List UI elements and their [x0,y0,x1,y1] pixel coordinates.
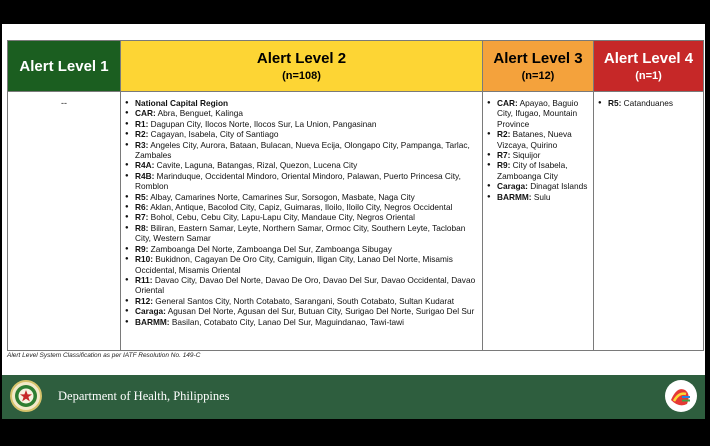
alert-level-2-region-list [125,98,478,327]
slide [2,24,705,419]
region-item [135,129,478,139]
region-areas: Davao City, Davao Del Norte, Davao De Oro, Davao Del Sur, Davao Occidental, Davao Oriental [135,274,476,296]
header-alert-level-1 [8,41,121,92]
region-areas: Bohol, Cebu, Cebu City, Lapu-Lapu City, Mandaue City, Negros Oriental [148,212,415,223]
footer-bar [2,375,705,419]
region-code: BARMM: [135,316,170,327]
region-item [135,119,478,129]
region-code: R9: [135,243,149,254]
region-areas: Basilan, Cotabato City, Lanao Del Sur, Maguindanao, Tawi-tawi [169,316,405,327]
region-item [135,108,478,118]
region-item [135,140,478,161]
alert-level-4-cell [594,92,704,351]
region-code: National Capital Region [135,98,229,108]
doh-seal-icon [10,380,42,412]
region-areas: Dinagat Islands [527,181,588,192]
alert-level-3-cell [483,92,594,351]
region-item [135,244,478,254]
region-code: BARMM: [497,191,532,202]
region-areas: Angeles City, Aurora, Bataan, Bulacan, Nueva Ecija, Olongapo City, Pampanga, Tarlac, Zambales [135,139,470,161]
region-item [135,223,478,244]
region-item [497,160,589,181]
region-code: Caraga: [497,181,528,192]
region-code: R7: [135,212,149,223]
header-title: Alert Level 2 [256,49,347,67]
region-code: R5: [135,191,149,202]
region-areas: Albay, Camarines Norte, Camarines Sur, Sorsogon, Masbate, Naga City [148,191,415,202]
region-code: R11: [135,274,153,285]
region-code: R9: [497,160,511,171]
header-count: (n=1) [635,69,662,82]
region-areas: Apayao, Baguio City, Ifugao, Mountain Province [497,98,579,129]
region-areas: Catanduanes [621,98,674,108]
region-code: R2: [497,129,511,140]
header-count: (n=12) [521,69,555,82]
region-item [135,296,478,306]
region-areas: Marinduque, Occidental Mindoro, Oriental Mindoro, Palawan, Puerto Princesa City, Romblon [135,170,461,192]
region-code: R5: [608,98,622,108]
empty-value: -- [61,98,67,108]
region-item [135,212,478,222]
department-name: Department of Health, Philippines [58,389,230,403]
region-code: R3: [135,139,149,150]
region-item [497,192,589,202]
region-item [135,192,478,202]
region-code: CAR: [497,98,518,108]
source-footnote: Alert Level System Classification as per IATF Resolution No. 149-C [7,352,201,359]
region-areas: Cagayan, Isabela, City of Santiago [148,129,279,140]
region-code: CAR: [135,108,156,119]
region-areas: General Santos City, North Cotabato, Sarangani, South Cotabato, Sultan Kudarat [152,295,455,306]
alert-level-2-cell [121,92,483,351]
header-title: Alert Level 4 [603,49,694,67]
region-item [135,306,478,316]
header-count: (n=108) [282,69,321,82]
region-item [135,160,478,170]
header-alert-level-2 [121,41,483,92]
region-item [135,202,478,212]
region-item [497,150,589,160]
region-code: R4B: [135,170,155,181]
region-item [135,254,478,275]
campaign-logo-icon [665,380,697,412]
region-areas: Aklan, Antique, Bacolod City, Capiz, Guimaras, Iloilo, Iloilo City, Negros Occidental [148,202,453,213]
header-title: Alert Level 1 [19,57,109,75]
region-areas: Biliran, Eastern Samar, Leyte, Northern Samar, Ormoc City, Southern Leyte, Tacloban City, Western Samar [135,222,466,244]
region-code: R7: [497,150,511,161]
region-item [497,98,589,129]
alert-level-4-region-list [598,98,699,108]
header-alert-level-4 [594,41,704,92]
alert-level-3-region-list [487,98,589,202]
region-code: R12: [135,295,153,306]
region-item [135,275,478,296]
region-areas: Batanes, Nueva Vizcaya, Quirino [497,129,572,150]
region-item [135,171,478,192]
region-item [608,98,699,108]
region-areas: Dagupan City, Ilocos Norte, Ilocos Sur, La Union, Pangasinan [148,118,377,129]
region-areas: Abra, Benguet, Kalinga [155,108,243,119]
region-item [135,98,478,108]
region-code: R1: [135,118,149,129]
region-areas: Cavite, Laguna, Batangas, Rizal, Quezon, Lucena City [154,160,358,171]
region-code: R6: [135,202,149,213]
header-alert-level-3 [483,41,594,92]
alert-level-1-cell [8,92,121,351]
region-code: R8: [135,222,149,233]
region-areas: Sulu [531,191,551,202]
region-item [135,317,478,327]
region-areas: Bukidnon, Cagayan De Oro City, Camiguin, Iligan City, Lanao Del Norte, Misamis Occidental, Misamis Oriental [135,254,453,275]
alert-level-table [7,40,704,351]
region-code: R4A: [135,160,155,171]
region-item [497,181,589,191]
header-title: Alert Level 3 [493,49,583,67]
region-item [497,129,589,150]
region-areas: Agusan Del Norte, Agusan del Sur, Butuan City, Surigao Del Norte, Surigao Del Sur [165,306,475,317]
region-code: Caraga: [135,306,166,317]
region-areas: Siquijor [510,150,541,161]
region-code: R10: [135,254,153,265]
region-code: R2: [135,129,149,140]
region-areas: Zamboanga Del Norte, Zamboanga Del Sur, Zamboanga Sibugay [148,243,392,254]
region-areas: City of Isabela, Zamboanga City [497,160,568,181]
